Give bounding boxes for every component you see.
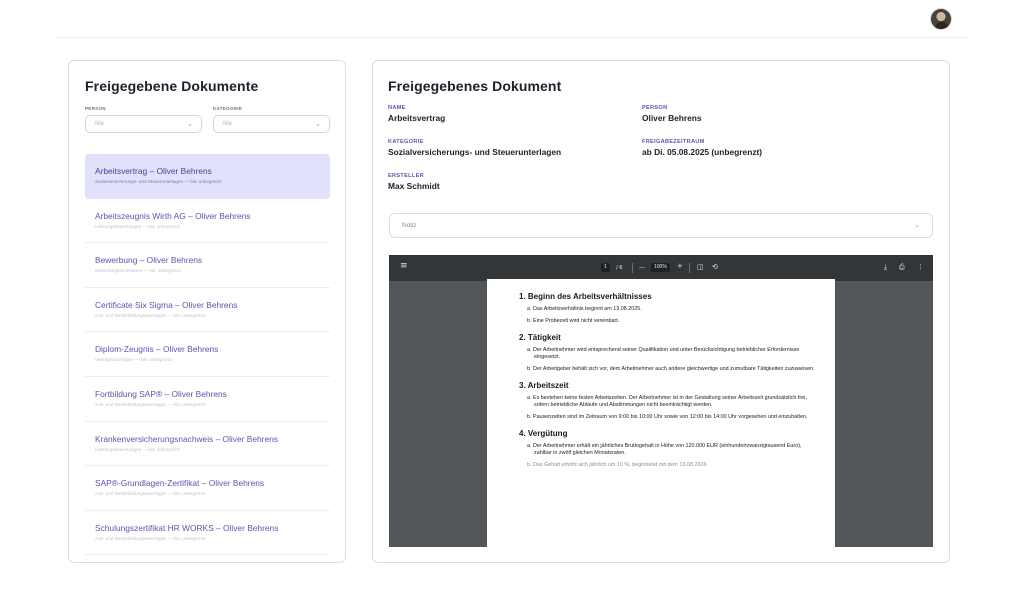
chevron-down-icon: ⌄ xyxy=(315,121,321,128)
toolbar-divider xyxy=(689,263,690,273)
filter-label-person: PERSON xyxy=(85,106,106,111)
page-number-input[interactable]: 1 xyxy=(601,263,610,272)
section-item: a. Der Arbeitnehmer erhält ein jährliches Bruttogehalt in Höhe von 120.000 EUR (einhundertzwanzigtausend Euro), zahlbar in zwölf gleichen Monatsraten. xyxy=(527,443,802,456)
top-bar xyxy=(54,0,970,38)
document-name: Schulungszertifikat HR WORKS – Oliver Behrens xyxy=(95,522,279,533)
print-icon[interactable]: ⎙ xyxy=(899,263,905,271)
field-kategorie xyxy=(388,139,561,157)
section-item: b. Der Arbeitgeber behält sich vor, dem Arbeitnehmer auch andere gleichwertige und zumutbare Tätigkeiten zuzuweisen. xyxy=(527,366,815,372)
kategorie-select-value: Alle xyxy=(222,121,233,127)
document-name: SAP®-Grundlagen-Zertifikat – Oliver Behrens xyxy=(95,478,265,489)
document-list-item[interactable] xyxy=(85,199,330,244)
section-heading: 1. Beginn des Arbeitsverhältnisses xyxy=(519,292,652,301)
section-heading: 4. Vergütung xyxy=(519,429,568,438)
document-meta: Leistungsbewertungen — bis: unbegrenzt xyxy=(95,223,180,229)
detail-title: Freigegebenes Dokument xyxy=(388,78,562,94)
document-meta: Aus- und Weiterbildungsunterlagen — bis: unbegrenzt xyxy=(95,312,206,318)
document-list-item[interactable] xyxy=(85,466,330,511)
fit-page-icon[interactable]: ◫ xyxy=(697,263,704,271)
kategorie-select[interactable] xyxy=(213,115,330,133)
download-icon[interactable]: ⤓ xyxy=(884,263,888,271)
document-meta: Bewerbungsunterlagen — bis: unbegrenzt xyxy=(95,268,181,274)
document-list-item[interactable] xyxy=(85,288,330,333)
field-label: FREIGABEZEITRAUM xyxy=(642,139,705,145)
shared-document-detail-panel xyxy=(372,60,950,563)
document-meta: Aus- und Weiterbildungsunterlagen — bis: unbegrenzt xyxy=(95,535,206,541)
document-name: Bewerbung – Oliver Behrens xyxy=(95,255,203,266)
document-list-item[interactable] xyxy=(85,243,330,288)
section-item: a. Der Arbeitnehmer wird entsprechend seiner Qualifikation und unter Berücksichtigung betrieblicher Erfordernisse eingesetzt. xyxy=(527,347,800,360)
document-meta: Vertragsunterlagen — bis: unbegrenzt xyxy=(95,357,173,363)
document-list-item[interactable] xyxy=(85,422,330,467)
pdf-viewer[interactable] xyxy=(389,255,933,547)
section-item: b. Das Gehalt erhöht sich jährlich um 10 %, beginnend mit dem 13.08.2026 xyxy=(527,462,707,468)
pdf-toolbar xyxy=(389,255,933,281)
document-meta: Aus- und Weiterbildungsunterlagen — bis: unbegrenzt xyxy=(95,491,206,497)
document-meta: Aus- und Weiterbildungsunterlagen — bis: unbegrenzt xyxy=(95,401,206,407)
document-meta: Leistungsbewertungen — bis: unbegrenzt xyxy=(95,446,180,452)
document-list-item[interactable] xyxy=(85,332,330,377)
field-label: PERSON xyxy=(642,105,668,111)
document-name: Arbeitszeugnis Wirth AG – Oliver Behrens xyxy=(95,210,251,221)
document-meta: Sozialversicherungs- und Steuerunterlagen — bis: unbegrenzt xyxy=(95,179,222,184)
person-select-value: Alle xyxy=(94,121,105,127)
document-name: Certificate Six Sigma – Oliver Behrens xyxy=(95,299,238,310)
rotate-icon[interactable]: ⟲ xyxy=(712,263,718,271)
toolbar-divider xyxy=(632,263,633,273)
person-select[interactable] xyxy=(85,115,202,133)
panel-title: Freigegebene Dokumente xyxy=(85,78,259,94)
document-list-item[interactable] xyxy=(85,511,330,556)
field-label: KATEGORIE xyxy=(388,139,424,145)
field-value: Sozialversicherungs- und Steuerunterlagen xyxy=(388,147,562,157)
notiz-label: Notiz xyxy=(402,222,417,229)
document-name: Diplom-Zeugnis – Oliver Behrens xyxy=(95,344,219,355)
document-name: Fortbildung SAP® – Oliver Behrens xyxy=(95,388,227,399)
chevron-down-icon: ⌄ xyxy=(187,121,193,128)
page-total: / 6 xyxy=(616,265,623,271)
document-name: Krankenversicherungsnachweis – Oliver Behrens xyxy=(95,433,278,444)
section-item: a. Es bestehen keine festen Arbeitszeiten. Der Arbeitnehmer ist in der Gestaltung seiner Arbeitszeit grundsätzlich frei, sofern betriebliche Abläufe und Abstimmungen nicht beeinträchtigt werden. xyxy=(527,395,807,408)
document-list-item[interactable] xyxy=(85,154,330,199)
document-list-item[interactable] xyxy=(85,377,330,422)
section-heading: 3. Arbeitszeit xyxy=(519,381,569,390)
field-value: ab Di. 05.08.2025 (unbegrenzt) xyxy=(642,147,763,157)
section-item: b. Eine Probezeit wird nicht vereinbart. xyxy=(527,318,620,324)
zoom-in-button[interactable]: + xyxy=(677,262,683,270)
field-label: ERSTELLER xyxy=(388,173,424,179)
more-options-icon[interactable]: ⋮ xyxy=(917,263,924,271)
field-ersteller xyxy=(388,173,440,191)
section-heading: 2. Tätigkeit xyxy=(519,333,561,342)
filter-label-kategorie: KATEGORIE xyxy=(213,106,243,111)
shared-documents-panel xyxy=(68,60,346,563)
zoom-level[interactable]: 100% xyxy=(651,263,670,272)
field-value: Oliver Behrens xyxy=(642,113,702,123)
field-value: Max Schmidt xyxy=(388,181,440,191)
user-avatar[interactable] xyxy=(930,8,952,30)
field-value: Arbeitsvertrag xyxy=(388,113,446,123)
pdf-page xyxy=(487,279,835,547)
document-name: Arbeitsvertrag – Oliver Behrens xyxy=(95,166,212,176)
field-person xyxy=(642,105,702,123)
document-list xyxy=(85,154,330,555)
notiz-accordion[interactable] xyxy=(389,213,933,238)
menu-icon[interactable]: ≡ xyxy=(400,261,408,271)
section-item: a. Das Arbeitsverhältnis beginnt am 13.08.2025. xyxy=(527,306,642,312)
field-freigabezeitraum xyxy=(642,139,762,157)
chevron-down-icon: ⌄ xyxy=(914,222,920,229)
zoom-out-button[interactable]: — xyxy=(639,264,645,271)
field-name xyxy=(388,105,445,123)
section-item: b. Pausenzeiten sind im Zeitraum von 9:00 bis 10:00 Uhr sowie von 12:00 bis 14:00 Uhr vorgesehen und einzuhalten. xyxy=(527,414,808,420)
field-label: NAME xyxy=(388,105,406,111)
